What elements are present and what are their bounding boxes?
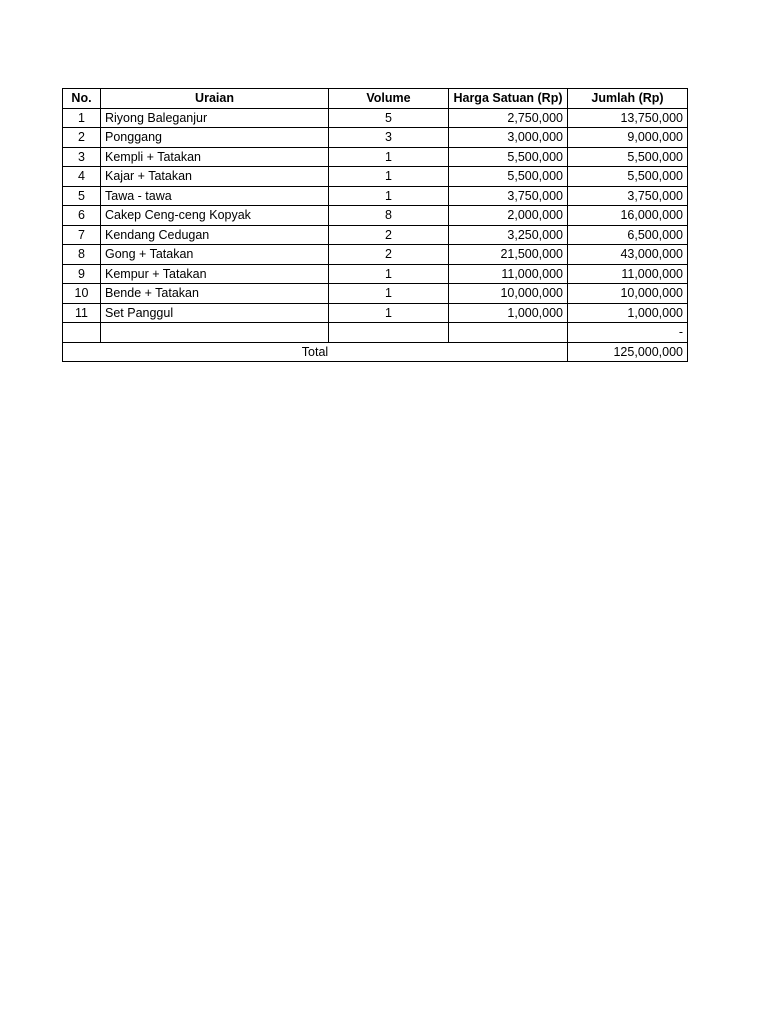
cell-no: 9 bbox=[63, 264, 101, 284]
empty-cell-volume bbox=[329, 323, 449, 343]
empty-cell-amount: - bbox=[568, 323, 688, 343]
cell-no: 4 bbox=[63, 167, 101, 187]
cell-amount: 13,750,000 bbox=[568, 108, 688, 128]
cell-amount: 5,500,000 bbox=[568, 147, 688, 167]
cell-amount: 3,750,000 bbox=[568, 186, 688, 206]
table-header-row bbox=[63, 89, 688, 109]
cell-item: Kendang Cedugan bbox=[101, 225, 329, 245]
cell-item: Tawa - tawa bbox=[101, 186, 329, 206]
cell-volume: 1 bbox=[329, 284, 449, 304]
empty-row bbox=[63, 323, 688, 343]
cell-item: Kajar + Tatakan bbox=[101, 167, 329, 187]
cell-item: Cakep Ceng-ceng Kopyak bbox=[101, 206, 329, 226]
table-row bbox=[63, 167, 688, 187]
cell-amount: 6,500,000 bbox=[568, 225, 688, 245]
header-item: Uraian bbox=[101, 89, 329, 109]
cell-amount: 11,000,000 bbox=[568, 264, 688, 284]
cell-volume: 3 bbox=[329, 128, 449, 148]
header-no: No. bbox=[63, 89, 101, 109]
cell-unit-price: 10,000,000 bbox=[449, 284, 568, 304]
cell-unit-price: 1,000,000 bbox=[449, 303, 568, 323]
cell-amount: 43,000,000 bbox=[568, 245, 688, 265]
cell-unit-price: 2,750,000 bbox=[449, 108, 568, 128]
cell-volume: 8 bbox=[329, 206, 449, 226]
table-row bbox=[63, 147, 688, 167]
cell-item: Riyong Baleganjur bbox=[101, 108, 329, 128]
cell-unit-price: 3,750,000 bbox=[449, 186, 568, 206]
cell-volume: 1 bbox=[329, 303, 449, 323]
table-row bbox=[63, 225, 688, 245]
cell-item: Kempur + Tatakan bbox=[101, 264, 329, 284]
cell-no: 8 bbox=[63, 245, 101, 265]
cell-item: Bende + Tatakan bbox=[101, 284, 329, 304]
cell-amount: 9,000,000 bbox=[568, 128, 688, 148]
table-row bbox=[63, 264, 688, 284]
cell-no: 11 bbox=[63, 303, 101, 323]
cell-no: 6 bbox=[63, 206, 101, 226]
cell-item: Ponggang bbox=[101, 128, 329, 148]
table-row bbox=[63, 206, 688, 226]
table-row bbox=[63, 284, 688, 304]
cell-unit-price: 2,000,000 bbox=[449, 206, 568, 226]
cell-unit-price: 11,000,000 bbox=[449, 264, 568, 284]
cell-amount: 10,000,000 bbox=[568, 284, 688, 304]
cell-unit-price: 3,250,000 bbox=[449, 225, 568, 245]
cell-no: 1 bbox=[63, 108, 101, 128]
total-amount: 125,000,000 bbox=[568, 342, 688, 362]
cell-amount: 1,000,000 bbox=[568, 303, 688, 323]
cell-amount: 5,500,000 bbox=[568, 167, 688, 187]
table-row bbox=[63, 245, 688, 265]
table-row bbox=[63, 303, 688, 323]
empty-cell-unit-price bbox=[449, 323, 568, 343]
cell-unit-price: 5,500,000 bbox=[449, 147, 568, 167]
header-volume: Volume bbox=[329, 89, 449, 109]
cell-volume: 5 bbox=[329, 108, 449, 128]
table-row bbox=[63, 128, 688, 148]
empty-cell-no bbox=[63, 323, 101, 343]
total-label: Total bbox=[63, 342, 568, 362]
cell-volume: 2 bbox=[329, 245, 449, 265]
cell-no: 3 bbox=[63, 147, 101, 167]
table-row bbox=[63, 108, 688, 128]
cell-volume: 1 bbox=[329, 186, 449, 206]
cell-volume: 1 bbox=[329, 147, 449, 167]
cell-item: Gong + Tatakan bbox=[101, 245, 329, 265]
cell-unit-price: 21,500,000 bbox=[449, 245, 568, 265]
cell-volume: 1 bbox=[329, 264, 449, 284]
cell-no: 5 bbox=[63, 186, 101, 206]
cell-no: 10 bbox=[63, 284, 101, 304]
header-amount: Jumlah (Rp) bbox=[568, 89, 688, 109]
total-row bbox=[63, 342, 688, 362]
cell-no: 7 bbox=[63, 225, 101, 245]
cell-item: Set Panggul bbox=[101, 303, 329, 323]
header-unit-price: Harga Satuan (Rp) bbox=[449, 89, 568, 109]
empty-cell-item bbox=[101, 323, 329, 343]
table-row bbox=[63, 186, 688, 206]
cell-volume: 1 bbox=[329, 167, 449, 187]
cell-amount: 16,000,000 bbox=[568, 206, 688, 226]
cell-unit-price: 5,500,000 bbox=[449, 167, 568, 187]
cell-item: Kempli + Tatakan bbox=[101, 147, 329, 167]
cell-no: 2 bbox=[63, 128, 101, 148]
budget-table bbox=[62, 88, 688, 362]
cell-volume: 2 bbox=[329, 225, 449, 245]
cell-unit-price: 3,000,000 bbox=[449, 128, 568, 148]
table-body bbox=[63, 108, 688, 362]
